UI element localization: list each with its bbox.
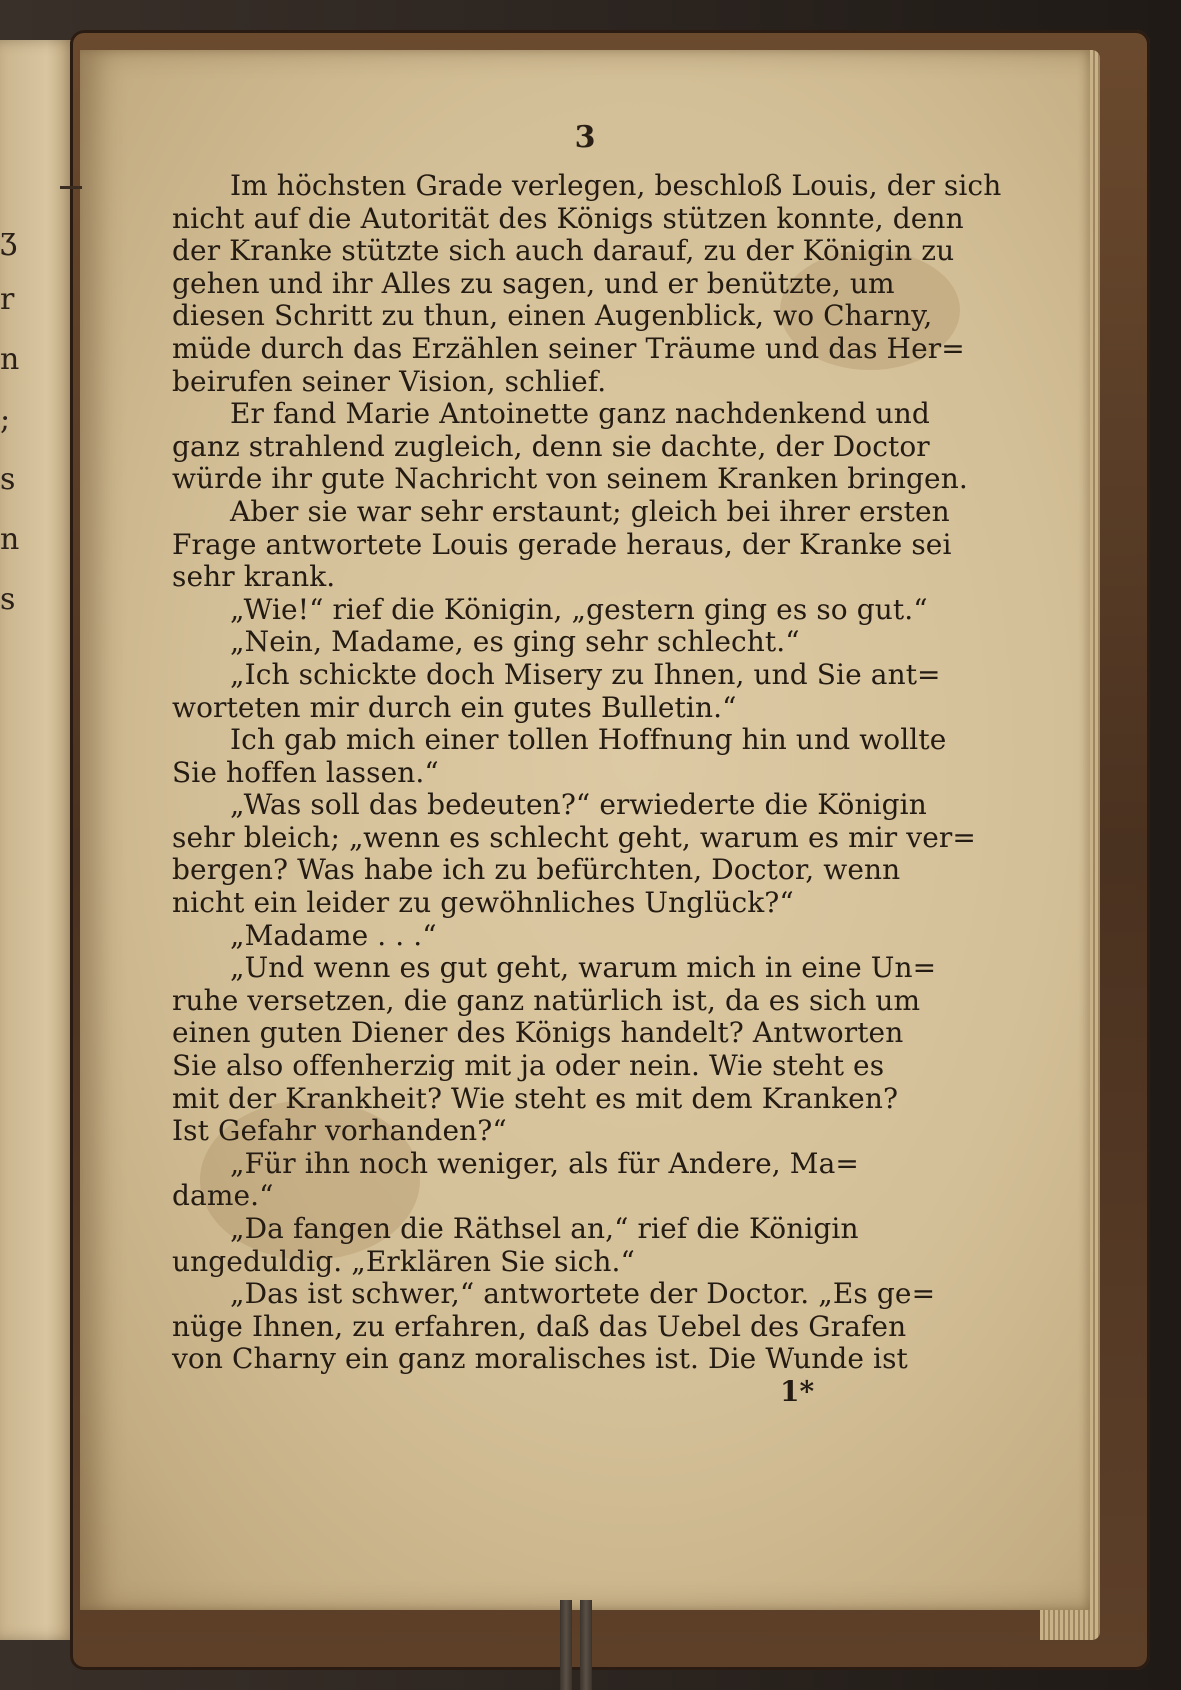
- text-line: würde ihr gute Nachricht von seinem Kranken bringen.: [172, 462, 968, 496]
- text-line: dame.“: [172, 1179, 274, 1213]
- bookmark-ribbon[interactable]: [580, 1600, 592, 1690]
- text-line: müde durch das Erzählen seiner Träume und das Her=: [172, 331, 965, 365]
- text-line: nicht auf die Autorität des Königs stützen konnte, denn: [172, 201, 964, 235]
- left-page-fragment: n: [0, 342, 20, 377]
- text-line: Im höchsten Grade verlegen, beschloß Louis, der sich: [230, 169, 1002, 202]
- text-line: mit der Krankheit? Wie steht es mit dem Kranken?: [172, 1081, 899, 1115]
- text-line: Er fand Marie Antoinette ganz nachdenkend und: [230, 397, 930, 431]
- text-line: Sie also offenherzig mit ja oder nein. Wie steht es: [172, 1049, 885, 1083]
- text-line: Ich gab mich einer tollen Hoffnung hin und wollte: [230, 723, 947, 757]
- signature-mark: 1*: [780, 1375, 815, 1408]
- left-page-fragment: ;: [0, 402, 11, 437]
- text-line: „Madame . . .“: [230, 918, 437, 952]
- text-line: der Kranke stützte sich auch darauf, zu der Königin zu: [172, 234, 955, 268]
- left-page-fragment: r: [0, 282, 15, 317]
- text-line: Aber sie war sehr erstaunt; gleich bei ihrer ersten: [230, 494, 950, 528]
- text-line: „Da fangen die Räthsel an,“ rief die Königin: [230, 1212, 859, 1245]
- left-page-edge: [0, 40, 81, 1640]
- text-line: beirufen seiner Vision, schlief.: [172, 364, 607, 398]
- bookmark-ribbon[interactable]: [560, 1600, 572, 1690]
- text-line: „Für ihn noch weniger, als für Andere, Ma=: [230, 1146, 859, 1180]
- text-line: „Ich schickte doch Misery zu Ihnen, und Sie ant=: [230, 657, 941, 691]
- text-line: ruhe versetzen, die ganz natürlich ist, da es sich um: [172, 983, 921, 1017]
- text-line: nüge Ihnen, zu erfahren, daß das Uebel des Grafen: [172, 1309, 907, 1343]
- body-text: [172, 170, 1002, 1376]
- text-line: bergen? Was habe ich zu befürchten, Doctor, wenn: [172, 853, 901, 887]
- left-page-fragment: s: [0, 582, 16, 617]
- left-page-fragment: s: [0, 462, 16, 497]
- text-line: „Das ist schwer,“ antwortete der Doctor. „Es ge=: [230, 1277, 936, 1311]
- text-line: Sie hoffen lassen.“: [172, 755, 439, 789]
- left-page-fragment: ʒ: [0, 222, 17, 257]
- text-line: diesen Schritt zu thun, einen Augenblick, wo Charny,: [172, 299, 933, 333]
- text-line: „Und wenn es gut geht, warum mich in eine Un=: [230, 951, 937, 985]
- text-line: ungeduldig. „Erklären Sie sich.“: [172, 1244, 635, 1278]
- text-line: „Was soll das bedeuten?“ erwiederte die Königin: [230, 788, 927, 822]
- text-line: Ist Gefahr vorhanden?“: [172, 1114, 507, 1148]
- margin-tick: [60, 186, 82, 189]
- page-number: 3: [574, 120, 596, 155]
- text-line: worteten mir durch ein gutes Bulletin.“: [172, 690, 737, 724]
- text-line: Frage antwortete Louis gerade heraus, der Kranke sei: [172, 527, 952, 561]
- text-line: „Wie!“ rief die Königin, „gestern ging es so gut.“: [230, 592, 928, 626]
- text-line: ganz strahlend zugleich, denn sie dachte, der Doctor: [172, 429, 930, 463]
- text-line: von Charny ein ganz moralisches ist. Die Wunde ist: [172, 1342, 908, 1376]
- book-page: [80, 50, 1090, 1610]
- text-line: gehen und ihr Alles zu sagen, und er benützte, um: [172, 266, 895, 300]
- text-line: nicht ein leider zu gewöhnliches Unglück?“: [172, 886, 794, 920]
- text-line: sehr bleich; „wenn es schlecht geht, warum es mir ver=: [172, 820, 976, 854]
- text-line: einen guten Diener des Königs handelt? Antworten: [172, 1016, 904, 1050]
- left-page-fragment: n: [0, 522, 20, 557]
- left-page-text-fragments: [0, 210, 30, 630]
- text-line: „Nein, Madame, es ging sehr schlecht.“: [230, 625, 800, 659]
- text-line: sehr krank.: [172, 560, 336, 594]
